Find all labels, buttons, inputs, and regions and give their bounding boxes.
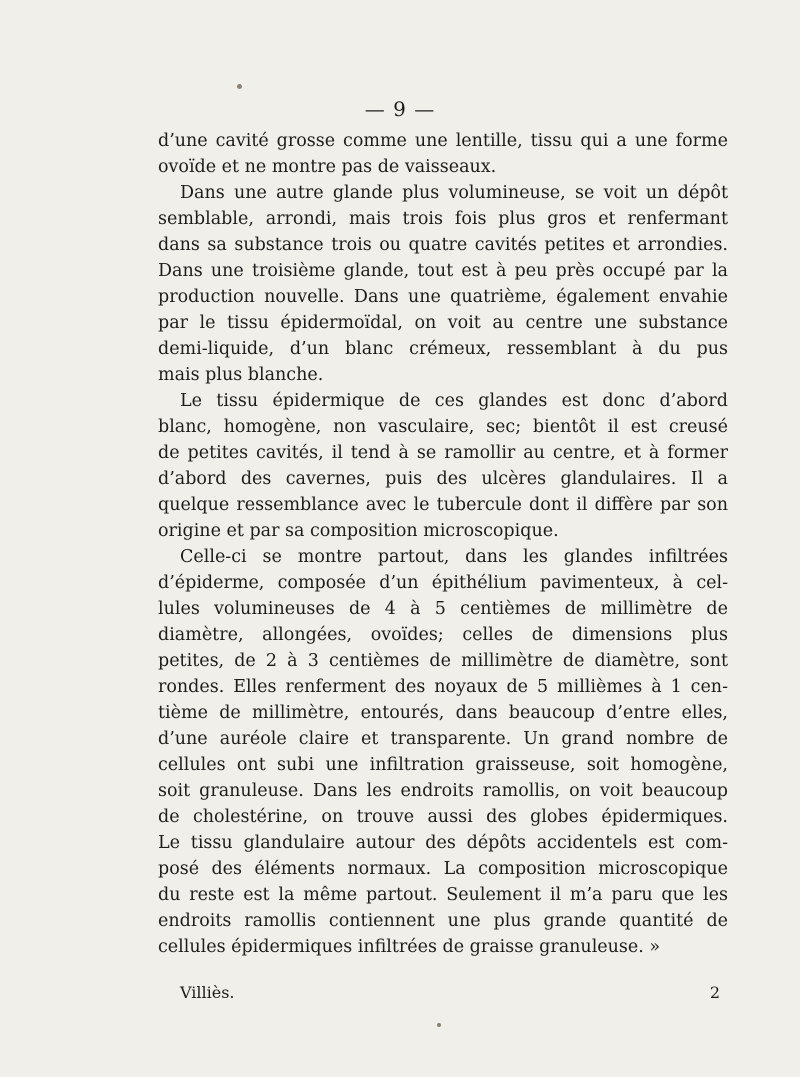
text-line: d’abord des cavernes, puis des ulcères glandulaires. Il a bbox=[158, 469, 728, 489]
text-line: tième de millimètre, entourés, dans beaucoup d’entre elles, bbox=[158, 703, 728, 723]
body-text bbox=[158, 128, 728, 960]
text-line: Dans une autre glande plus volumineuse, se voit un dépôt bbox=[180, 183, 728, 203]
page-number: — 9 — bbox=[364, 97, 436, 121]
text-line: cellules ont subi une infiltration graisseuse, soit homogène, bbox=[158, 755, 728, 775]
text-line: cellules épidermiques infiltrées de graisse granuleuse. » bbox=[158, 937, 661, 957]
text-line: Le tissu glandulaire autour des dépôts accidentels est com- bbox=[158, 833, 728, 853]
text-line: posé des éléments normaux. La composition microscopique bbox=[158, 859, 728, 879]
text-line: petites, de 2 à 3 centièmes de millimètre de diamètre, sont bbox=[158, 651, 728, 671]
text-line: endroits ramollis contiennent une plus grande quantité de bbox=[158, 911, 728, 931]
text-line: d’une cavité grosse comme une lentille, tissu qui a une forme bbox=[158, 131, 728, 151]
text-line: mais plus blanche. bbox=[158, 365, 324, 385]
text-line: ovoïde et ne montre pas de vaisseaux. bbox=[158, 157, 497, 177]
text-line: blanc, homogène, non vasculaire, sec; bientôt il est creusé bbox=[158, 417, 728, 437]
text-line: par le tissu épidermoïdal, on voit au centre une substance bbox=[158, 313, 728, 333]
text-line: d’épiderme, composée d’un épithélium pavimenteux, à cel- bbox=[158, 573, 728, 593]
text-line: quelque ressemblance avec le tubercule dont il diffère par son bbox=[158, 495, 728, 515]
text-line: Celle-ci se montre partout, dans les glandes infiltrées bbox=[180, 547, 728, 567]
text-line: demi-liquide, d’un blanc crémeux, ressemblant à du pus bbox=[158, 339, 728, 359]
text-line: soit granuleuse. Dans les endroits ramollis, on voit beaucoup bbox=[158, 781, 728, 801]
text-line: diamètre, allongées, ovoïdes; celles de dimensions plus bbox=[158, 625, 728, 645]
signature-mark: 2 bbox=[709, 983, 720, 1002]
text-line: de cholestérine, on trouve aussi des globes épidermiques. bbox=[158, 807, 728, 827]
paper-speck bbox=[237, 84, 242, 89]
text-line: Dans une troisième glande, tout est à peu près occupé par la bbox=[158, 261, 728, 281]
text-line: rondes. Elles renferment des noyaux de 5 millièmes à 1 cen- bbox=[158, 677, 728, 697]
text-line: dans sa substance trois ou quatre cavités petites et arrondies. bbox=[158, 235, 728, 255]
text-line: de petites cavités, il tend à se ramollir au centre, et à former bbox=[158, 443, 728, 463]
paper-speck bbox=[437, 1023, 441, 1027]
text-line: d’une auréole claire et transparente. Un grand nombre de bbox=[158, 729, 728, 749]
text-line: semblable, arrondi, mais trois fois plus gros et renfermant bbox=[158, 209, 728, 229]
footer-author: Villiès. bbox=[180, 983, 235, 1002]
text-line: production nouvelle. Dans une quatrième, également envahie bbox=[158, 287, 728, 307]
page-footer bbox=[180, 983, 720, 1002]
text-line: Le tissu épidermique de ces glandes est donc d’abord bbox=[180, 391, 728, 411]
text-line: du reste est la même partout. Seulement il m’a paru que les bbox=[158, 885, 728, 905]
text-line: lules volumineuses de 4 à 5 centièmes de millimètre de bbox=[158, 599, 728, 619]
text-line: origine et par sa composition microscopique. bbox=[158, 521, 559, 541]
